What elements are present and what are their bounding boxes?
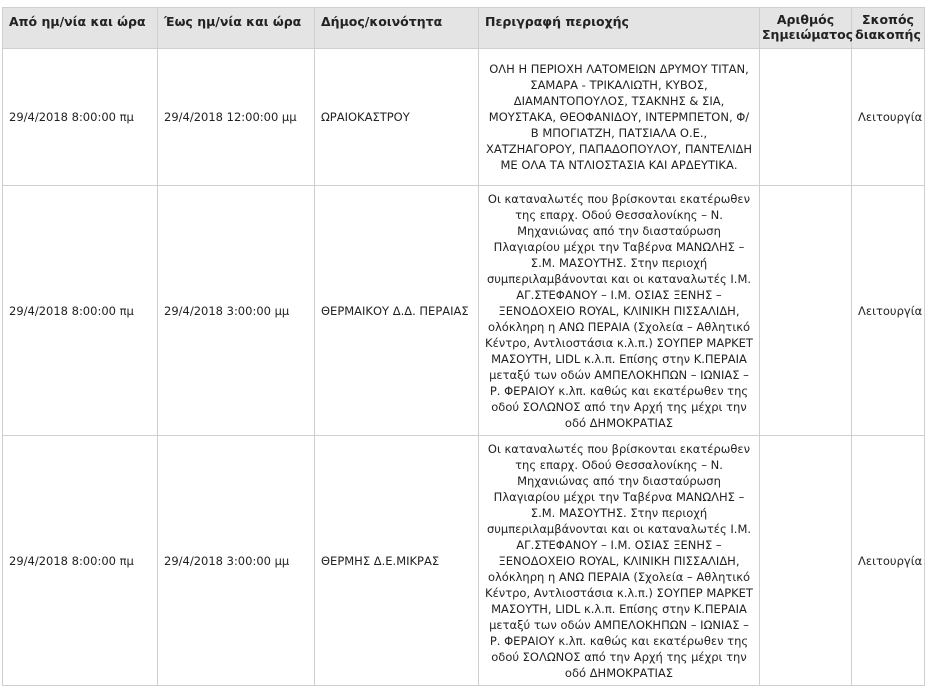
cell-outage-purpose: Λειτουργία (852, 436, 925, 686)
cell-area-description: Οι καταναλωτές που βρίσκονται εκατέρωθεν της επαρχ. Οδού Θεσσαλονίκης – Ν. Μηχανιώνας από την διασταύρωση Πλαγιαρίου μέχρι την Ταβέρνα ΜΑΝΩΛΗΣ –Σ.Μ. ΜΑΣΟΥΤΗΣ. Στην περιοχή συμπεριλαμβάνονται και οι καταναλωτές Ι.Μ. ΑΓ.ΣΤΕΦΑΝΟΥ – Ι.Μ. ΟΣΙΑΣ ΞΕΝΗΣ – ΞΕΝΟΔΟΧΕΙΟ ROYAL, ΚΛΙΝΙΚΗ ΠΙΣΣΑΛΙΔΗ, ολόκληρη η ΑΝΩ ΠΕΡΑΙΑ (Σχολεία – Αθλητικό Κέντρο, Αντλιοστάσια κ.λ.π.) ΣΟΥΠΕΡ ΜΑΡΚΕΤ ΜΑΣΟΥΤΗ, LIDL κ.λ.π. Επίσης στην Κ.ΠΕΡΑΙΑ μεταξύ των οδών ΑΜΠΕΛΟΚΗΠΩΝ – ΙΩΝΙΑΣ – Ρ. ΦΕΡΑΙΟΥ κ.λπ. καθώς και εκατέρωθεν της οδού ΣΟΛΩΝΟΣ από την Αρχή της μέχρι την οδό ΔΗΜΟΚΡΑΤΙΑΣ (479, 186, 760, 436)
header-to-datetime: Έως ημ/νία και ώρα (158, 8, 315, 49)
cell-outage-purpose: Λειτουργία (852, 49, 925, 186)
cell-municipality: ΘΕΡΜΗΣ Δ.Ε.ΜΙΚΡΑΣ (315, 436, 479, 686)
cell-to-datetime: 29/4/2018 3:00:00 μμ (158, 186, 315, 436)
table-header-row (3, 8, 925, 49)
header-outage-purpose: Σκοπός διακοπής (852, 8, 925, 49)
cell-municipality: ΘΕΡΜΑΙΚΟΥ Δ.Δ. ΠΕΡΑΙΑΣ (315, 186, 479, 436)
table-row (3, 436, 925, 686)
cell-from-datetime: 29/4/2018 8:00:00 πμ (3, 186, 158, 436)
table-row (3, 186, 925, 436)
header-from-datetime: Από ημ/νία και ώρα (3, 8, 158, 49)
header-municipality: Δήμος/κοινότητα (315, 8, 479, 49)
cell-to-datetime: 29/4/2018 12:00:00 μμ (158, 49, 315, 186)
cell-from-datetime: 29/4/2018 8:00:00 πμ (3, 436, 158, 686)
cell-point-number (760, 186, 852, 436)
cell-to-datetime: 29/4/2018 3:00:00 μμ (158, 436, 315, 686)
table-row (3, 49, 925, 186)
header-point-number: Αριθμός Σημειώματος (760, 8, 852, 49)
cell-from-datetime: 29/4/2018 8:00:00 πμ (3, 49, 158, 186)
cell-outage-purpose: Λειτουργία (852, 186, 925, 436)
header-area-description: Περιγραφή περιοχής (479, 8, 760, 49)
outages-table (2, 7, 925, 686)
cell-area-description: ΟΛΗ Η ΠΕΡΙΟΧΗ ΛΑΤΟΜΕΙΩΝ ΔΡΥΜΟΥ ΤΙΤΑΝ, ΣΑΜΑΡΑ - ΤΡΙΚΑΛΙΩΤΗ, ΚΥΒΟΣ, ΔΙΑΜΑΝΤΟΠΟΥΛΟΣ, ΤΣΑΚΝΗΣ & ΣΙΑ, ΜΟΥΣΤΑΚΑ, ΘΕΟΦΑΝΙΔΟΥ, ΙΝΤΕΡΜΠΕΤΟΝ, Φ/Β ΜΠΟΓΙΑΤΖΗ, ΠΑΤΣΙΑΛΑ Ο.Ε., ΧΑΤΖΗΑΓΟΡΟΥ, ΠΑΠΑΔΟΠΟΥΛΟΥ, ΠΑΝΤΕΛΙΔΗ ΜΕ ΟΛΑ ΤΑ ΝΤΛΙΟΣΤΑΣΙΑ ΚΑΙ ΑΡΔΕΥΤΙΚΑ. (479, 49, 760, 186)
cell-point-number (760, 49, 852, 186)
cell-point-number (760, 436, 852, 686)
cell-area-description: Οι καταναλωτές που βρίσκονται εκατέρωθεν της επαρχ. Οδού Θεσσαλονίκης – Ν. Μηχανιώνας από την διασταύρωση Πλαγιαρίου μέχρι την Ταβέρνα ΜΑΝΩΛΗΣ –Σ.Μ. ΜΑΣΟΥΤΗΣ. Στην περιοχή συμπεριλαμβάνονται και οι καταναλωτές Ι.Μ. ΑΓ.ΣΤΕΦΑΝΟΥ – Ι.Μ. ΟΣΙΑΣ ΞΕΝΗΣ – ΞΕΝΟΔΟΧΕΙΟ ROYAL, ΚΛΙΝΙΚΗ ΠΙΣΣΑΛΙΔΗ, ολόκληρη η ΑΝΩ ΠΕΡΑΙΑ (Σχολεία – Αθλητικό Κέντρο, Αντλιοστάσια κ.λ.π.) ΣΟΥΠΕΡ ΜΑΡΚΕΤ ΜΑΣΟΥΤΗ, LIDL κ.λ.π. Επίσης στην Κ.ΠΕΡΑΙΑ μεταξύ των οδών ΑΜΠΕΛΟΚΗΠΩΝ – ΙΩΝΙΑΣ – Ρ. ΦΕΡΑΙΟΥ κ.λπ. καθώς και εκατέρωθεν της οδού ΣΟΛΩΝΟΣ από την Αρχή της μέχρι την οδό ΔΗΜΟΚΡΑΤΙΑΣ (479, 436, 760, 686)
cell-municipality: ΩΡΑΙΟΚΑΣΤΡΟΥ (315, 49, 479, 186)
